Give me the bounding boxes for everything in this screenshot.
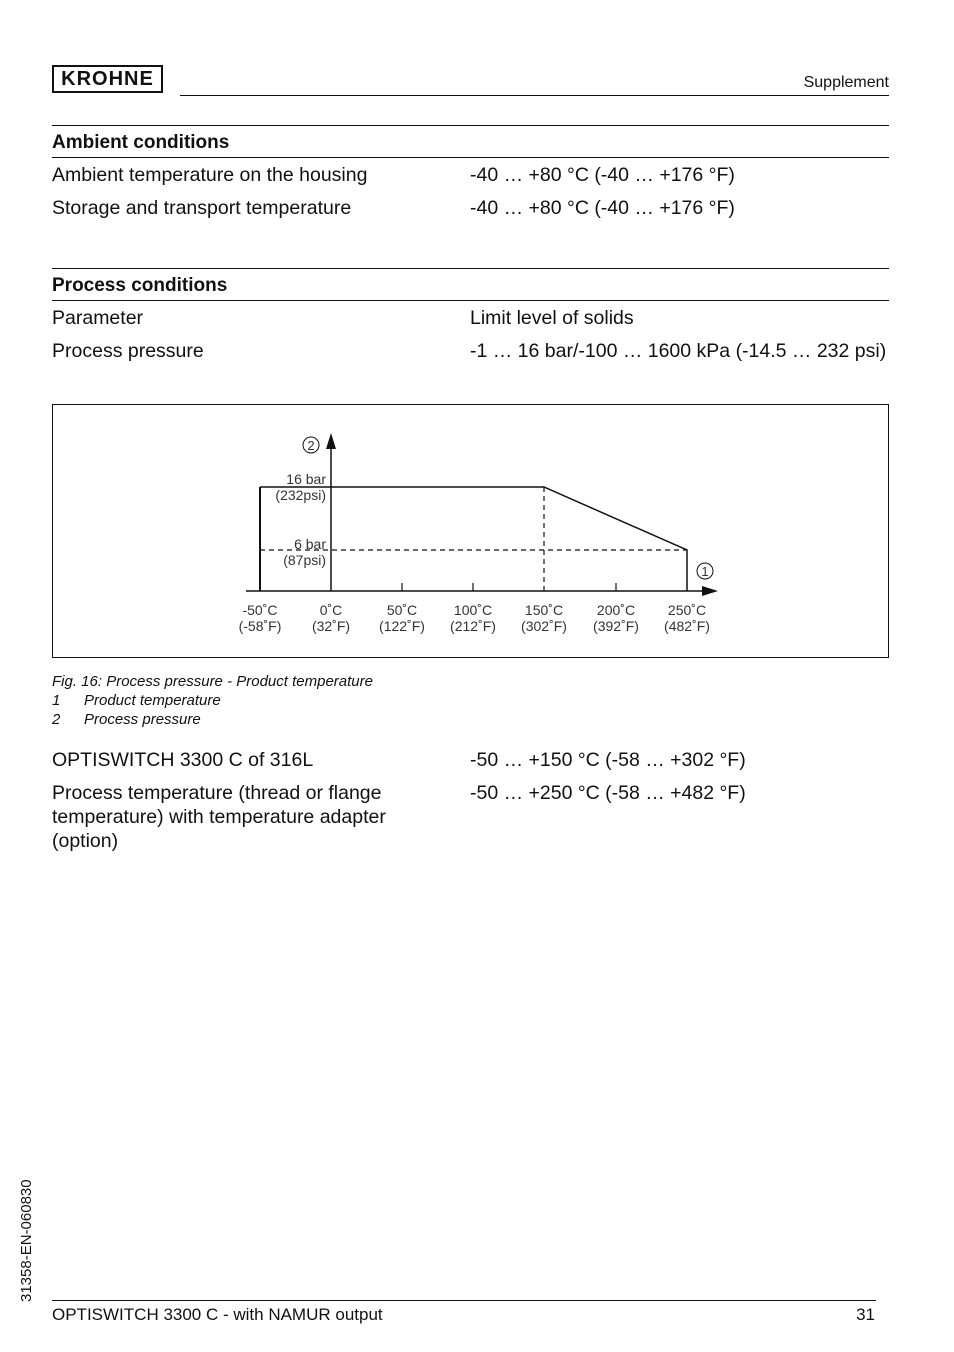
ambient-top-rule [52, 125, 889, 126]
document-id: 31358-EN-060830 [18, 1179, 35, 1302]
x-label: 100˚C [453, 602, 493, 618]
footer-rule [52, 1300, 876, 1301]
ambient-bottom-rule [52, 157, 889, 158]
temperature-row-value: -50 … +250 °C (-58 … +482 °F) [470, 782, 746, 804]
x-label: (392˚F) [593, 618, 639, 634]
process-row-value: -1 … 16 bar/-100 … 1600 kPa (-14.5 … 232 psi) [470, 340, 887, 362]
marker-2-label: 2 [307, 438, 315, 453]
process-top-rule [52, 268, 889, 269]
process-row-value: Limit level of solids [470, 307, 634, 329]
temperature-row-label: OPTISWITCH 3300 C of 316L [52, 749, 314, 771]
x-axis-arrow [702, 586, 718, 596]
legend-number: 1 [52, 692, 61, 709]
temperature-row-value: -50 … +150 °C (-58 … +302 °F) [470, 749, 746, 771]
krohne-logo [52, 65, 163, 93]
legend-text: Process pressure [84, 711, 201, 728]
temperature-row-label: Process temperature (thread or flange temperature) with temperature adapter (option) [52, 782, 386, 852]
x-axis-ticks [402, 583, 616, 591]
legend-number: 2 [52, 711, 61, 728]
x-label: 200˚C [596, 602, 636, 618]
x-label: (302˚F) [521, 618, 567, 634]
pressure-temperature-figure [52, 404, 889, 658]
ambient-row-value: -40 … +80 °C (-40 … +176 °F) [470, 164, 735, 186]
figure-legend-item [52, 691, 221, 710]
ambient-row-label: Ambient temperature on the housing [52, 164, 368, 186]
x-label: -50˚C [242, 602, 278, 618]
page-number: 31 [856, 1305, 875, 1324]
x-label: 0˚C [319, 602, 343, 618]
y-axis-arrow [326, 433, 336, 449]
process-row-label: Parameter [52, 307, 144, 329]
footer-title: OPTISWITCH 3300 C - with NAMUR output [52, 1305, 383, 1324]
x-label: 150˚C [524, 602, 564, 618]
marker-1-label: 1 [701, 564, 709, 579]
y-label: (232psi) [275, 487, 326, 503]
ambient-row-value: -40 … +80 °C (-40 … +176 °F) [470, 197, 735, 219]
process-row-label: Process pressure [52, 340, 204, 362]
x-label: 50˚C [386, 602, 418, 618]
y-label: 16 bar [286, 471, 326, 487]
logo-text: KROHNE [61, 67, 154, 90]
section-name: Supplement [803, 74, 889, 91]
pressure-temperature-diagram [53, 405, 890, 659]
y-label: (87psi) [283, 552, 326, 568]
header-rule [180, 95, 889, 96]
figure-legend-item [52, 710, 201, 729]
x-label: (212˚F) [450, 618, 496, 634]
ambient-title: Ambient conditions [52, 132, 230, 153]
process-title: Process conditions [52, 275, 228, 296]
x-label: (482˚F) [664, 618, 710, 634]
x-label: 250˚C [667, 602, 707, 618]
ambient-row-label: Storage and transport temperature [52, 197, 352, 219]
y-label: 6 bar [294, 536, 326, 552]
x-label: (-58˚F) [238, 618, 282, 634]
x-label: (32˚F) [311, 618, 351, 634]
process-bottom-rule [52, 300, 889, 301]
figure-caption: Fig. 16: Process pressure - Product temperature [52, 673, 373, 690]
x-label: (122˚F) [379, 618, 425, 634]
legend-text: Product temperature [84, 692, 221, 709]
